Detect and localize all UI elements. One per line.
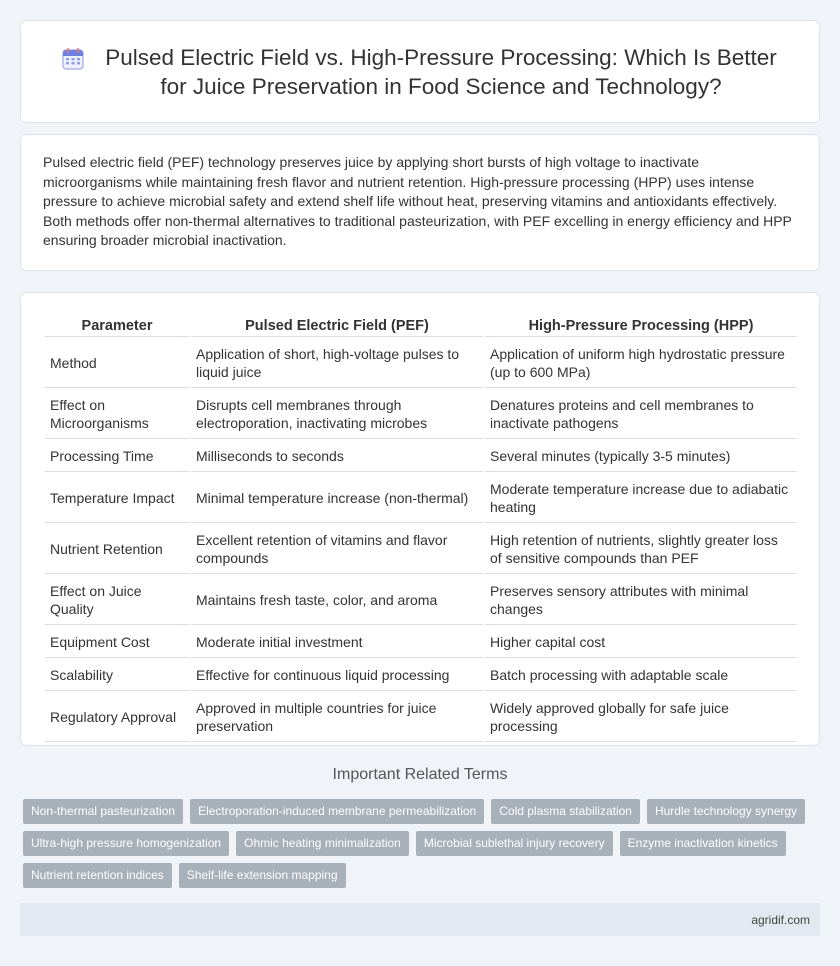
table-row xyxy=(45,627,797,658)
cell-parameter: Regulatory Approval xyxy=(45,693,189,742)
table-row xyxy=(45,474,797,523)
title-card xyxy=(20,20,820,123)
table-row xyxy=(45,390,797,439)
cell-pef: Excellent retention of vitamins and flavor compounds xyxy=(191,525,483,574)
related-term-tag[interactable]: Ultra-high pressure homogenization xyxy=(23,831,229,856)
calendar-icon xyxy=(61,47,85,71)
cell-pef: Disrupts cell membranes through electroporation, inactivating microbes xyxy=(191,390,483,439)
related-terms-title: Important Related Terms xyxy=(332,766,508,783)
cell-hpp: Several minutes (typically 3-5 minutes) xyxy=(485,441,797,472)
cell-hpp: High retention of nutrients, slightly greater loss of sensitive compounds than PEF xyxy=(485,525,797,574)
cell-hpp: Moderate temperature increase due to adiabatic heating xyxy=(485,474,797,523)
comparison-table-card xyxy=(20,292,820,746)
table-row xyxy=(45,339,797,388)
related-term-tag[interactable]: Cold plasma stabilization xyxy=(491,799,640,824)
related-term-tag[interactable]: Electroporation-induced membrane permeabilization xyxy=(190,799,484,824)
cell-hpp: Application of uniform high hydrostatic pressure (up to 600 MPa) xyxy=(485,339,797,388)
table-row xyxy=(45,525,797,574)
cell-parameter: Processing Time xyxy=(45,441,189,472)
cell-pef: Minimal temperature increase (non-thermal) xyxy=(191,474,483,523)
cell-hpp: Batch processing with adaptable scale xyxy=(485,660,797,691)
cell-pef: Moderate initial investment xyxy=(191,627,483,658)
header-pef: Pulsed Electric Field (PEF) xyxy=(191,313,483,337)
related-term-tag[interactable]: Hurdle technology synergy xyxy=(647,799,805,824)
related-term-tag[interactable]: Non-thermal pasteurization xyxy=(23,799,183,824)
cell-pef: Milliseconds to seconds xyxy=(191,441,483,472)
page-title: Pulsed Electric Field vs. High-Pressure Processing: Which Is Better for Juice Preservation in Food Science and Technology? xyxy=(105,44,777,99)
cell-parameter: Temperature Impact xyxy=(45,474,189,523)
footer xyxy=(20,903,820,936)
cell-hpp: Preserves sensory attributes with minimal changes xyxy=(485,576,797,625)
cell-parameter: Scalability xyxy=(45,660,189,691)
cell-pef: Approved in multiple countries for juice preservation xyxy=(191,693,483,742)
comparison-table xyxy=(43,311,799,744)
intro-card xyxy=(20,134,820,271)
cell-pef: Effective for continuous liquid processing xyxy=(191,660,483,691)
cell-parameter: Equipment Cost xyxy=(45,627,189,658)
table-row xyxy=(45,441,797,472)
related-term-tag[interactable]: Microbial sublethal injury recovery xyxy=(416,831,613,856)
table-row xyxy=(45,576,797,625)
cell-hpp: Denatures proteins and cell membranes to inactivate pathogens xyxy=(485,390,797,439)
related-term-tag[interactable]: Shelf-life extension mapping xyxy=(179,863,346,888)
cell-parameter: Nutrient Retention xyxy=(45,525,189,574)
cell-pef: Maintains fresh taste, color, and aroma xyxy=(191,576,483,625)
cell-parameter: Effect on Microorganisms xyxy=(45,390,189,439)
table-row xyxy=(45,660,797,691)
related-term-tag[interactable]: Enzyme inactivation kinetics xyxy=(620,831,786,856)
cell-hpp: Higher capital cost xyxy=(485,627,797,658)
cell-hpp: Widely approved globally for safe juice processing xyxy=(485,693,797,742)
related-term-tag[interactable]: Nutrient retention indices xyxy=(23,863,172,888)
related-term-tag[interactable]: Ohmic heating minimalization xyxy=(236,831,409,856)
cell-pef: Application of short, high-voltage pulses to liquid juice xyxy=(191,339,483,388)
header-parameter: Parameter xyxy=(45,313,189,337)
table-header-row xyxy=(45,313,797,337)
footer-site-link[interactable]: agridif.com xyxy=(751,912,810,927)
header-hpp: High-Pressure Processing (HPP) xyxy=(485,313,797,337)
intro-paragraph: Pulsed electric field (PEF) technology preserves juice by applying short bursts of high voltage to inactivate microorganisms while maintaining fresh flavor and nutrient retention. High-pressure processing (HPP) uses intense pressure to achieve microbial safety and extend shelf life without heat, preserving vitamins and antioxidants effectively. Both methods offer non-thermal alternatives to traditional pasteurization, with PEF excelling in energy efficiency and HPP ensuring broader microbial inactivation. xyxy=(43,154,792,249)
related-terms-tags xyxy=(23,799,823,895)
cell-parameter: Effect on Juice Quality xyxy=(45,576,189,625)
table-row xyxy=(45,693,797,742)
cell-parameter: Method xyxy=(45,339,189,388)
